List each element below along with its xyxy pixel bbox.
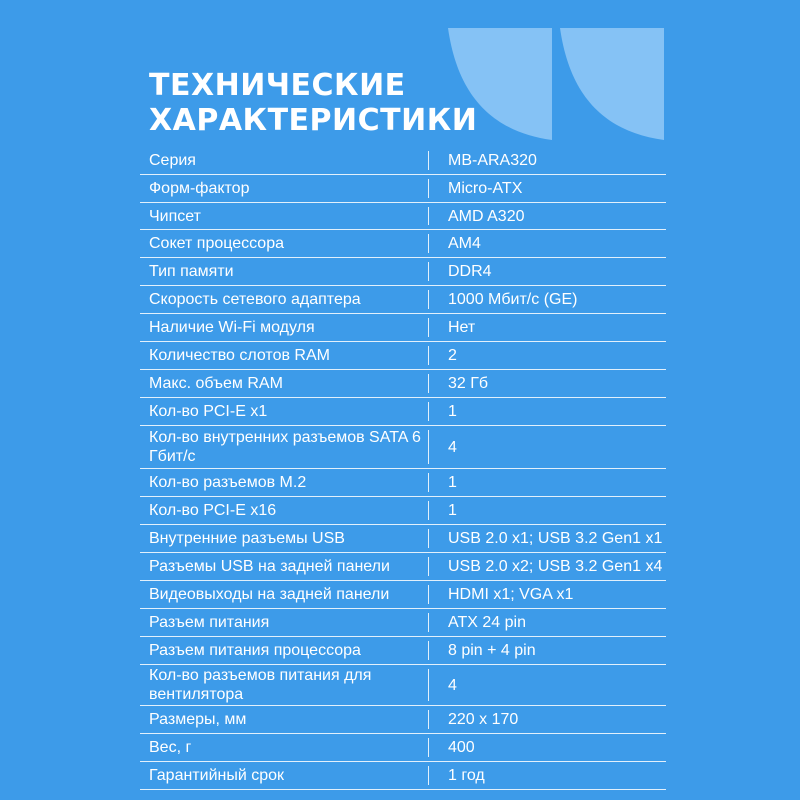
spec-name: Кол-во внутренних разъемов SATA 6 Гбит/с — [149, 429, 421, 465]
column-divider — [428, 430, 429, 464]
column-divider — [428, 738, 429, 757]
column-divider — [428, 207, 429, 225]
spec-value: 400 — [448, 739, 475, 756]
column-divider — [428, 557, 429, 576]
spec-value: AMD A320 — [448, 207, 525, 225]
column-divider — [428, 473, 429, 492]
spec-row — [140, 314, 666, 342]
column-divider — [428, 179, 429, 198]
spec-name: Форм-фактор — [149, 180, 250, 197]
spec-row — [140, 286, 666, 314]
spec-row — [140, 370, 666, 398]
spec-value: DDR4 — [448, 263, 492, 280]
column-divider — [428, 585, 429, 604]
column-divider — [428, 641, 429, 660]
spec-row — [140, 581, 666, 609]
spec-name: Сокет процессора — [149, 235, 284, 252]
spec-row — [140, 426, 666, 469]
spec-name: Размеры, мм — [149, 711, 247, 728]
spec-row — [140, 203, 666, 230]
spec-name: Разъем питания — [149, 614, 270, 631]
spec-value: Micro-ATX — [448, 180, 523, 197]
spec-value: 4 — [448, 676, 457, 694]
spec-row — [140, 525, 666, 553]
column-divider — [428, 262, 429, 281]
spec-value: AM4 — [448, 235, 481, 252]
spec-row — [140, 706, 666, 734]
spec-name: Тип памяти — [149, 263, 234, 280]
spec-row — [140, 230, 666, 258]
spec-value: ATX 24 pin — [448, 614, 526, 631]
spec-row — [140, 609, 666, 637]
spec-value: 1 — [448, 502, 457, 519]
spec-row — [140, 342, 666, 370]
page-title — [149, 68, 477, 138]
spec-name: Серия — [149, 152, 196, 169]
spec-name: Гарантийный срок — [149, 767, 285, 784]
title-line-1: ТЕХНИЧЕСКИЕ — [149, 68, 406, 103]
title-line-2: ХАРАКТЕРИСТИКИ — [149, 103, 478, 138]
column-divider — [428, 346, 429, 365]
spec-value: Нет — [448, 319, 476, 336]
spec-row — [140, 734, 666, 762]
spec-row — [140, 175, 666, 203]
spec-row — [140, 762, 666, 790]
column-divider — [428, 613, 429, 632]
spec-name: Кол-во разъемов питания для вентилятора — [149, 667, 372, 703]
spec-row — [140, 553, 666, 581]
spec-name: Количество слотов RAM — [149, 347, 330, 364]
spec-name: Кол-во PCI-E x1 — [149, 403, 268, 420]
spec-name: Кол-во PCI-E x16 — [149, 502, 277, 519]
column-divider — [428, 151, 429, 170]
column-divider — [428, 234, 429, 253]
spec-value: HDMI x1; VGA x1 — [448, 586, 574, 603]
spec-name: Кол-во разъемов M.2 — [149, 474, 307, 491]
spec-value: 2 — [448, 347, 457, 364]
spec-value: USB 2.0 x1; USB 3.2 Gen1 x1 — [448, 530, 663, 547]
quotation-mark-icon — [448, 28, 668, 140]
spec-row — [140, 258, 666, 286]
spec-value: 220 x 170 — [448, 711, 519, 728]
spec-value: 1 — [448, 403, 457, 420]
spec-name: Чипсет — [149, 207, 201, 225]
spec-row — [140, 398, 666, 426]
spec-name: Наличие Wi-Fi модуля — [149, 319, 315, 336]
column-divider — [428, 290, 429, 309]
spec-row — [140, 637, 666, 665]
spec-value: 1000 Мбит/с (GE) — [448, 291, 578, 308]
spec-name: Скорость сетевого адаптера — [149, 291, 361, 308]
column-divider — [428, 374, 429, 393]
spec-name: Разъемы USB на задней панели — [149, 558, 390, 575]
spec-name: Внутренние разъемы USB — [149, 530, 345, 547]
spec-row — [140, 469, 666, 497]
column-divider — [428, 318, 429, 337]
spec-row — [140, 147, 666, 175]
spec-value: 32 Гб — [448, 375, 489, 392]
column-divider — [428, 402, 429, 421]
spec-row — [140, 665, 666, 706]
spec-value: 4 — [448, 438, 457, 456]
spec-value: USB 2.0 x2; USB 3.2 Gen1 x4 — [448, 558, 663, 575]
column-divider — [428, 529, 429, 548]
column-divider — [428, 669, 429, 701]
spec-value: MB-ARA320 — [448, 152, 537, 169]
column-divider — [428, 710, 429, 729]
column-divider — [428, 501, 429, 520]
spec-value: 1 год — [448, 767, 485, 784]
spec-name: Видеовыходы на задней панели — [149, 586, 390, 603]
spec-name: Разъем питания процессора — [149, 642, 361, 659]
spec-name: Вес, г — [149, 739, 192, 756]
spec-value: 1 — [448, 474, 457, 491]
spec-value: 8 pin + 4 pin — [448, 642, 536, 659]
spec-table — [140, 147, 666, 790]
spec-row — [140, 497, 666, 525]
column-divider — [428, 766, 429, 785]
spec-name: Макс. объем RAM — [149, 375, 283, 392]
